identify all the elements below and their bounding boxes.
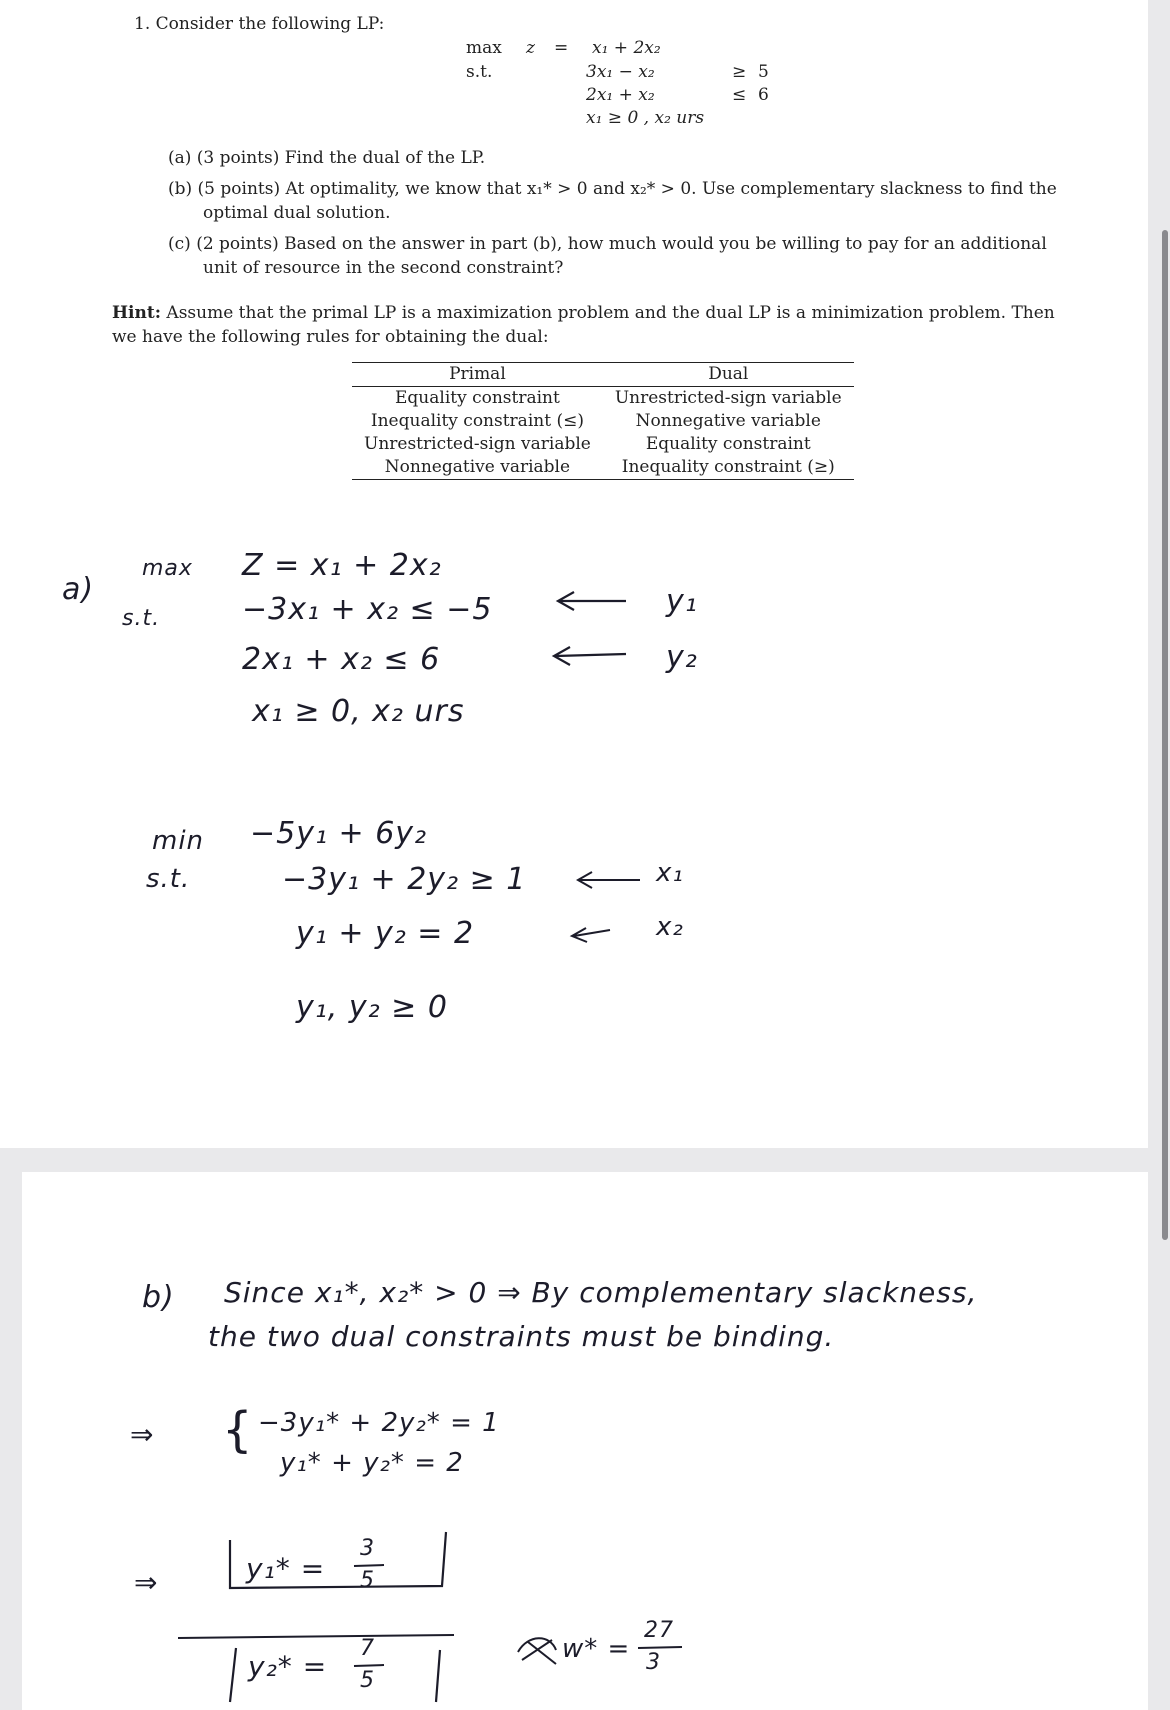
hw-min-keyword: min — [152, 826, 205, 856]
lp-constraint-1-rhs: 5 — [758, 62, 769, 82]
lp-sign-restrictions: x₁ ≥ 0 , x₂ urs — [586, 108, 705, 128]
hint-text-cont: we have the following rules for obtaining the dual: — [112, 327, 549, 347]
hw-dual-constraint-1: −3y₁ + 2y₂ ≥ 1 — [282, 862, 527, 897]
lp-subject-to: s.t. — [466, 62, 493, 82]
lp-constraint-1: 3x₁ − x₂ — [586, 62, 655, 82]
part-a-text: (a) (3 points) Find the dual of the LP. — [168, 148, 486, 168]
lp-constraint-2-sign: ≤ — [732, 85, 747, 105]
hw-binding-eq-2: y₁* + y₂* = 2 — [280, 1448, 464, 1478]
hw-y1-solution: y₁* = — [246, 1552, 326, 1585]
table-cell: Unrestricted-sign variable — [364, 434, 591, 454]
table-cell: Inequality constraint (≥) — [621, 457, 835, 477]
separator-stroke — [178, 1635, 454, 1638]
hw-y1-numerator: 3 — [360, 1536, 375, 1561]
lp-constraint-2-rhs: 6 — [758, 85, 769, 105]
worksheet-page-2 — [22, 1172, 1148, 1710]
problem-title: 1. Consider the following LP: — [134, 14, 385, 34]
answer-box-icon — [230, 1648, 440, 1702]
hw-y2-denominator: 5 — [360, 1668, 375, 1693]
hw-binding-eq-1: −3y₁* + 2y₂* = 1 — [258, 1408, 500, 1438]
hw-subject-to: s.t. — [122, 606, 161, 631]
hw-y1-denominator: 5 — [360, 1568, 375, 1593]
hw-dual-objective: −5y₁ + 6y₂ — [250, 816, 428, 851]
table-cell: Equality constraint — [395, 388, 560, 408]
lp-objective: x₁ + 2x₂ — [592, 38, 661, 58]
part-b-label: b) — [142, 1280, 175, 1315]
hw-primal-var-x2: x₂ — [656, 912, 684, 942]
arrow-left-icon — [558, 592, 626, 610]
arrow-left-icon — [554, 647, 626, 665]
hw-primal-var-x1: x₁ — [656, 858, 684, 888]
lp-max-keyword: max — [466, 38, 502, 58]
fraction-bar — [354, 1665, 384, 1666]
hw-y2-solution: y₂* = — [248, 1650, 328, 1683]
hw-implies-arrow: ⇒ — [130, 1418, 155, 1451]
hw-subject-to-dual: s.t. — [146, 864, 191, 894]
handwritten-marks-part-b — [22, 1172, 1148, 1710]
fraction-bar — [354, 1565, 384, 1566]
hw-dual-var-y2: y₂ — [666, 640, 698, 675]
lp-objective-var: z — [526, 38, 535, 58]
part-c-text-cont: unit of resource in the second constraint? — [203, 258, 564, 278]
part-c-text: (c) (2 points) Based on the answer in part (b), how much would you be willing to pay for an additional — [168, 234, 1047, 254]
arrow-left-icon — [572, 928, 610, 942]
table-header-primal: Primal — [449, 364, 506, 384]
hw-dual-sign-restrictions: y₁, y₂ ≥ 0 — [296, 990, 448, 1025]
hw-max-keyword: max — [142, 556, 193, 581]
lp-constraint-2: 2x₁ + x₂ — [586, 85, 655, 105]
hw-implies-arrow-2: ⇒ — [134, 1566, 159, 1599]
table-cell: Nonnegative variable — [635, 411, 821, 431]
scrollbar-thumb[interactable] — [1162, 230, 1168, 1240]
hw-objective: Z = x₁ + 2x₂ — [242, 548, 442, 583]
table-cell: Nonnegative variable — [384, 457, 571, 477]
scribble-icon — [518, 1638, 556, 1664]
fraction-bar — [638, 1647, 682, 1648]
table-cell: Inequality constraint (≤) — [370, 411, 584, 431]
hw-slackness-line-2: the two dual constraints must be binding. — [208, 1320, 835, 1353]
lp-equals-sign: = — [554, 38, 569, 58]
hw-constraint-2: 2x₁ + x₂ ≤ 6 — [242, 642, 441, 677]
hw-sign-restrictions: x₁ ≥ 0, x₂ urs — [252, 694, 465, 729]
hw-y2-numerator: 7 — [360, 1636, 375, 1661]
hw-w-denominator: 3 — [646, 1650, 661, 1675]
brace-icon: { — [222, 1402, 254, 1458]
table-cell: Equality constraint — [645, 434, 811, 454]
hw-slackness-line-1: Since x₁*, x₂* > 0 ⇒ By complementary slackness, — [224, 1276, 978, 1309]
answer-box-icon — [230, 1532, 446, 1588]
hw-objective-value: w* = — [562, 1634, 631, 1664]
part-b-text-cont: optimal dual solution. — [203, 203, 391, 223]
hw-dual-constraint-2: y₁ + y₂ = 2 — [296, 916, 475, 951]
table-cell: Unrestricted-sign variable — [614, 388, 842, 408]
table-header-dual: Dual — [708, 364, 749, 384]
hw-dual-var-y1: y₁ — [666, 584, 698, 619]
lp-constraint-1-sign: ≥ — [732, 62, 747, 82]
hint-label: Hint: — [112, 303, 162, 323]
part-b-text: (b) (5 points) At optimality, we know that x₁* > 0 and x₂* > 0. Use complementary slackness to find the — [168, 179, 1057, 199]
hint-line-1: Assume that the primal LP is a maximization problem and the dual LP is a minimization problem. Then — [166, 303, 1055, 323]
hw-constraint-1: −3x₁ + x₂ ≤ −5 — [242, 592, 493, 627]
arrow-left-icon — [578, 872, 640, 888]
hw-w-numerator: 27 — [644, 1618, 674, 1643]
part-a-label: a) — [62, 572, 95, 607]
